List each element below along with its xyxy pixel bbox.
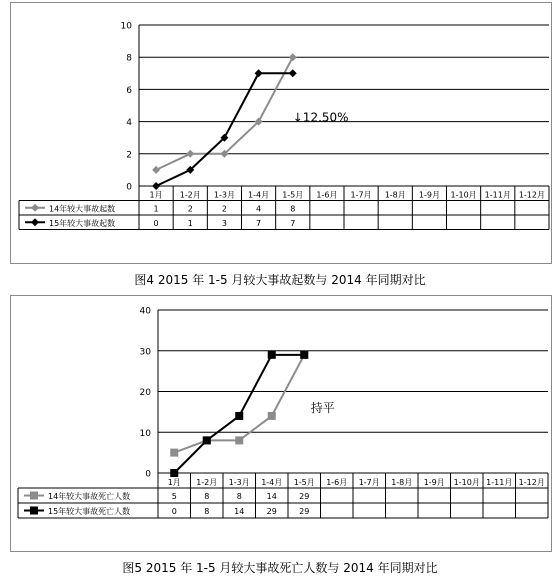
chart-1-legend-label: 14年较大事故起数 <box>49 204 116 214</box>
chart-2-category-label: 1-8月 <box>391 478 413 487</box>
chart-2-data-point <box>268 351 276 359</box>
chart-2-data-point <box>235 412 243 420</box>
chart-1-data-value: 8 <box>290 204 296 214</box>
chart-1-category-label: 1-7月 <box>350 190 372 200</box>
chart-1-caption: 图4 2015 年 1-5 月较大事故起数与 2014 年同期对比 <box>134 273 426 287</box>
chart-1-legend-marker <box>31 204 39 212</box>
chart-2-data-value: 0 <box>171 507 177 516</box>
chart-2-category-label: 1-6月 <box>326 478 348 487</box>
chart-2-ytick-label: 40 <box>139 306 151 317</box>
chart-1-data-value: 0 <box>153 218 159 228</box>
chart-2-category-label: 1-7月 <box>358 478 380 487</box>
chart-2-data-value: 8 <box>236 492 242 501</box>
chart-2-category-label: 1-5月 <box>293 478 315 487</box>
chart-1-category-label: 1-4月 <box>248 190 270 200</box>
chart-2-ytick-label: 0 <box>145 469 151 480</box>
chart-1-data-point <box>152 182 160 190</box>
chart-1-category-label: 1-9月 <box>418 190 440 200</box>
chart-1-category-label: 1-5月 <box>282 190 304 200</box>
chart-2-data-value: 14 <box>266 492 277 501</box>
chart-2-data-value: 8 <box>204 507 210 516</box>
chart-1-data-point <box>289 53 297 61</box>
chart-2-legend-marker <box>30 507 38 515</box>
chart-2-data-value: 8 <box>204 492 210 501</box>
chart-2-annotation: 持平 <box>310 400 335 415</box>
chart-2-category-label: 1-9月 <box>423 478 445 487</box>
chart-2-svg <box>11 296 551 551</box>
chart-2-data-value: 14 <box>234 507 245 516</box>
chart-2-data-point <box>170 469 178 477</box>
chart-1-svg <box>11 3 551 263</box>
chart-1-data-point <box>186 150 194 158</box>
chart-1-data-value: 7 <box>256 218 262 228</box>
chart-1-legend-marker <box>31 218 39 226</box>
chart-2-category-label: 1-11月 <box>486 478 513 487</box>
chart-1-data-value: 1 <box>187 218 193 228</box>
chart-2-legend-label: 14年较大事故死亡人数 <box>48 492 131 501</box>
chart-panel-1 <box>10 2 552 264</box>
chart-2-data-value: 29 <box>266 507 277 516</box>
chart-2-legend-label: 15年较大事故死亡人数 <box>48 507 131 516</box>
chart-1-data-value: 7 <box>290 218 296 228</box>
chart-2-category-label: 1-4月 <box>261 478 283 487</box>
chart-1-category-label: 1月 <box>149 190 163 200</box>
chart-1-ytick-label: 10 <box>120 21 132 32</box>
chart-1-category-label: 1-11月 <box>484 190 511 200</box>
chart-1-category-label: 1-10月 <box>450 190 477 200</box>
chart-2-data-point <box>170 449 178 457</box>
chart-2-data-value: 29 <box>299 492 310 501</box>
chart-1-category-label: 1-6月 <box>316 190 338 200</box>
chart-1-ytick-label: 4 <box>126 118 132 129</box>
chart-2-data-point <box>235 436 243 444</box>
chart-2-ytick-label: 30 <box>139 347 151 358</box>
chart-1-annotation: ↓12.50% <box>292 110 349 125</box>
chart-1-data-value: 4 <box>256 204 262 214</box>
chart-2-ytick-label: 10 <box>139 428 151 439</box>
chart-1-data-point <box>289 69 297 77</box>
chart-1-ytick-label: 6 <box>126 85 132 96</box>
chart-1-data-point <box>255 69 263 77</box>
chart-2-ytick-label: 20 <box>139 388 151 398</box>
chart-panel-2 <box>10 295 552 552</box>
chart-1-data-value: 3 <box>221 218 227 228</box>
chart-1-data-point <box>152 166 160 174</box>
chart-2-caption: 图5 2015 年 1-5 月较大事故死亡人数与 2014 年同期对比 <box>122 561 438 575</box>
chart-1-data-value: 2 <box>221 204 227 214</box>
chart-1-category-label: 1-12月 <box>518 190 545 200</box>
chart-2-data-point <box>268 412 276 420</box>
chart-1-data-value: 1 <box>153 204 159 214</box>
chart-2-category-label: 1月 <box>167 478 181 487</box>
chart-1-legend-label: 15年较大事故起数 <box>49 218 116 228</box>
chart-1-category-label: 1-8月 <box>384 190 406 200</box>
chart-2-data-value: 29 <box>299 507 310 516</box>
chart-2-data-value: 5 <box>171 492 177 501</box>
chart-1-category-label: 1-2月 <box>179 190 201 200</box>
chart-1-category-label: 1-3月 <box>213 190 235 200</box>
chart-2-category-label: 1-10月 <box>453 478 480 487</box>
chart-1-series-line <box>156 73 293 186</box>
chart-2-data-point <box>300 351 308 359</box>
chart-2-legend-marker <box>30 492 38 500</box>
chart-1-ytick-label: 2 <box>126 150 132 161</box>
chart-2-category-label: 1-2月 <box>196 478 218 487</box>
chart-2-category-label: 1-12月 <box>518 478 545 487</box>
chart-1-ytick-label: 8 <box>126 53 132 64</box>
chart-2-data-point <box>203 436 211 444</box>
chart-1-ytick-label: 0 <box>126 182 132 193</box>
chart-1-data-value: 2 <box>187 204 193 214</box>
chart-2-category-label: 1-3月 <box>228 478 250 487</box>
